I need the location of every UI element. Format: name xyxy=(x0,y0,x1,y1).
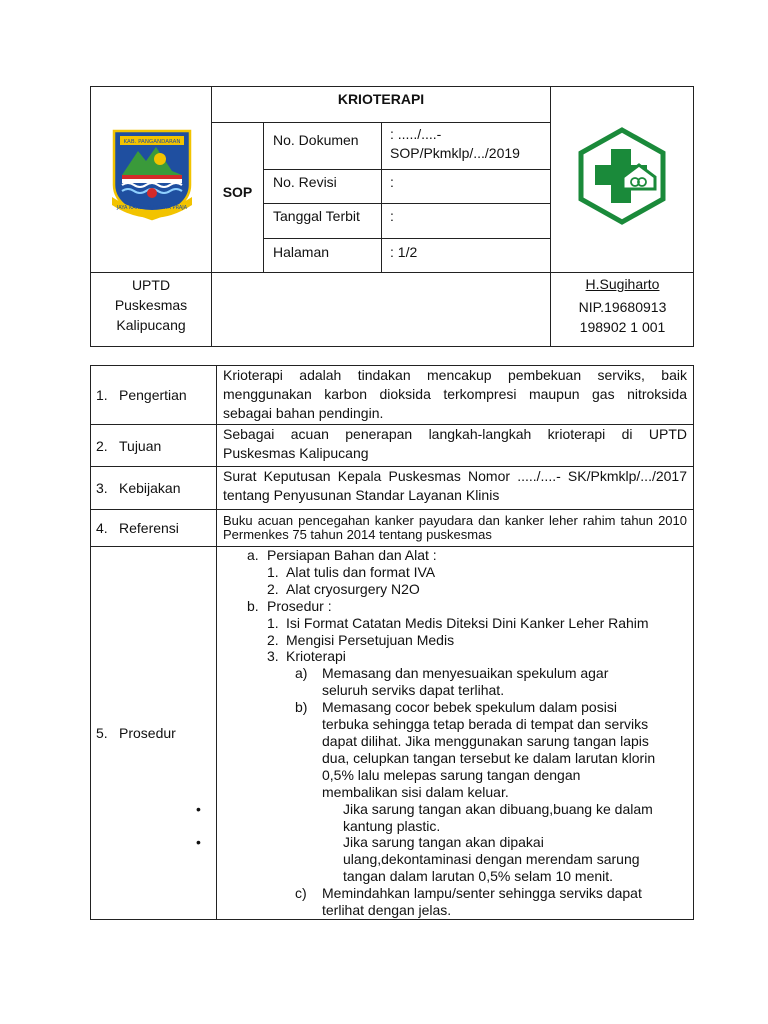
sop-content-table xyxy=(90,365,694,920)
section-number: 3. xyxy=(96,480,108,496)
section-text: Surat Keputusan Kepala Puskesmas Nomor ...../....- SK/Pkmklp/.../2017 tentang Penyusunan Standar Layanan Klinis xyxy=(217,467,694,510)
section-number: 5. xyxy=(96,724,108,741)
logo-motto: JAYA KARSA MAKARYA PRAJA xyxy=(116,205,188,211)
list-item: Memasang dan menyesuaikan spekulum agar xyxy=(322,665,609,682)
list-item: dua, celupkan tangan tersebut ke dalam larutan klorin xyxy=(322,749,656,766)
list-item: Memasang cocor bebek spekulum dalam posisi xyxy=(322,699,617,716)
row-prosedur xyxy=(91,547,694,920)
signer-nip-1: NIP.19680913 xyxy=(578,299,667,315)
page-value: : 1/2 xyxy=(390,244,418,260)
row-referensi xyxy=(91,510,694,547)
page-label: Halaman xyxy=(273,244,330,260)
list-marker: b) xyxy=(295,699,308,716)
header-table xyxy=(90,86,694,347)
revision-label: No. Revisi xyxy=(273,174,337,190)
puskesmas-logo xyxy=(577,127,667,225)
list-item: Krioterapi xyxy=(286,648,346,665)
doc-number-value: : ...../....- SOP/Pkmklp/.../2019 xyxy=(390,126,520,161)
org-line-2: Puskesmas xyxy=(114,297,188,313)
list-item: Mengisi Persetujuan Medis xyxy=(286,631,455,648)
org-line-3: Kalipucang xyxy=(116,317,186,333)
section-text: Sebagai acuan penerapan langkah-langkah krioterapi di UPTD Puskesmas Kalipucang xyxy=(217,425,694,467)
section-label xyxy=(91,467,217,510)
sop-label: SOP xyxy=(222,184,253,200)
section-title: Tujuan xyxy=(119,437,162,454)
bullet-item: • Jika sarung tangan akan dibuang,buang ke dalam xyxy=(343,801,653,817)
section-title: Referensi xyxy=(119,520,179,536)
list-item: Alat tulis dan format IVA xyxy=(286,563,436,580)
list-item: dapat dilihat. Jika menggunakan sarung tangan lapis xyxy=(322,732,649,749)
row-tujuan xyxy=(91,425,694,467)
list-item: terbuka sehingga tetap berada di tempat dan serviks xyxy=(322,716,649,733)
signer-name: H.Sugiharto xyxy=(585,276,660,292)
list-item: membalikan sisi dalam keluar. xyxy=(322,783,509,800)
section-number: 2. xyxy=(96,437,108,454)
list-item: 0,5% lalu melepas sarung tangan dengan xyxy=(322,766,581,783)
list-marker: a) xyxy=(295,665,308,682)
list-marker: 1. xyxy=(267,614,279,631)
list-marker: b. xyxy=(247,597,259,614)
list-item: Persiapan Bahan dan Alat : xyxy=(267,547,437,563)
list-item: Isi Format Catatan Medis Diteksi Dini Kanker Leher Rahim xyxy=(286,614,649,631)
issue-date-label: Tanggal Terbit xyxy=(273,208,360,224)
list-item: kantung plastic. xyxy=(343,817,441,834)
section-number: 4. xyxy=(96,520,108,536)
list-marker: 1. xyxy=(267,563,279,580)
row-kebijakan xyxy=(91,467,694,510)
list-marker: 2. xyxy=(267,580,279,597)
procedure-steps xyxy=(217,547,694,920)
issue-date-value: : xyxy=(390,208,394,224)
kabupaten-logo xyxy=(110,127,194,221)
section-label xyxy=(91,366,217,425)
list-marker: 2. xyxy=(267,631,279,648)
row-pengertian xyxy=(91,366,694,425)
logo-text-top: KAB. PANGANDARAN xyxy=(123,139,181,145)
section-title: Kebijakan xyxy=(119,480,181,496)
section-label xyxy=(91,547,217,920)
list-item: terlihat dengan jelas. xyxy=(322,902,452,919)
list-item: Prosedur : xyxy=(267,597,332,614)
signature-block xyxy=(551,274,694,337)
section-text: Buku acuan pencegahan kanker payudara dan kanker leher rahim tahun 2010 Permenkes 75 tahun 2014 tentang puskesmas xyxy=(217,510,694,547)
list-item: seluruh serviks dapat terlihat. xyxy=(322,682,505,699)
list-item: Alat cryosurgery N2O xyxy=(286,580,420,597)
doc-number-label: No. Dokumen xyxy=(273,132,359,148)
list-item: tangan dalam larutan 0,5% selam 10 menit. xyxy=(343,868,614,885)
section-label xyxy=(91,510,217,547)
document-title: KRIOTERAPI xyxy=(337,91,425,107)
section-label xyxy=(91,425,217,467)
list-item: ulang,dekontaminasi dengan merendam sarung xyxy=(343,851,640,868)
signer-nip-2: 198902 1 001 xyxy=(579,319,666,335)
organization-name xyxy=(91,275,211,335)
section-number: 1. xyxy=(96,387,108,403)
list-item: Memindahkan lampu/senter sehingga serviks dapat xyxy=(322,885,642,902)
section-text: Krioterapi adalah tindakan mencakup pembekuan serviks, baik menggunakan karbon dioksida terkompresi maupun gas nitroksida sebagai bahan pendingin. xyxy=(217,366,694,425)
bullet-item: • Jika sarung tangan akan dipakai xyxy=(343,834,544,850)
list-marker: 3. xyxy=(267,648,279,665)
section-title: Pengertian xyxy=(119,387,187,403)
section-title: Prosedur xyxy=(119,724,176,741)
list-marker: a. xyxy=(247,547,259,563)
org-line-1: UPTD xyxy=(131,277,171,293)
revision-value: : xyxy=(390,174,394,190)
list-marker: c) xyxy=(295,885,307,902)
